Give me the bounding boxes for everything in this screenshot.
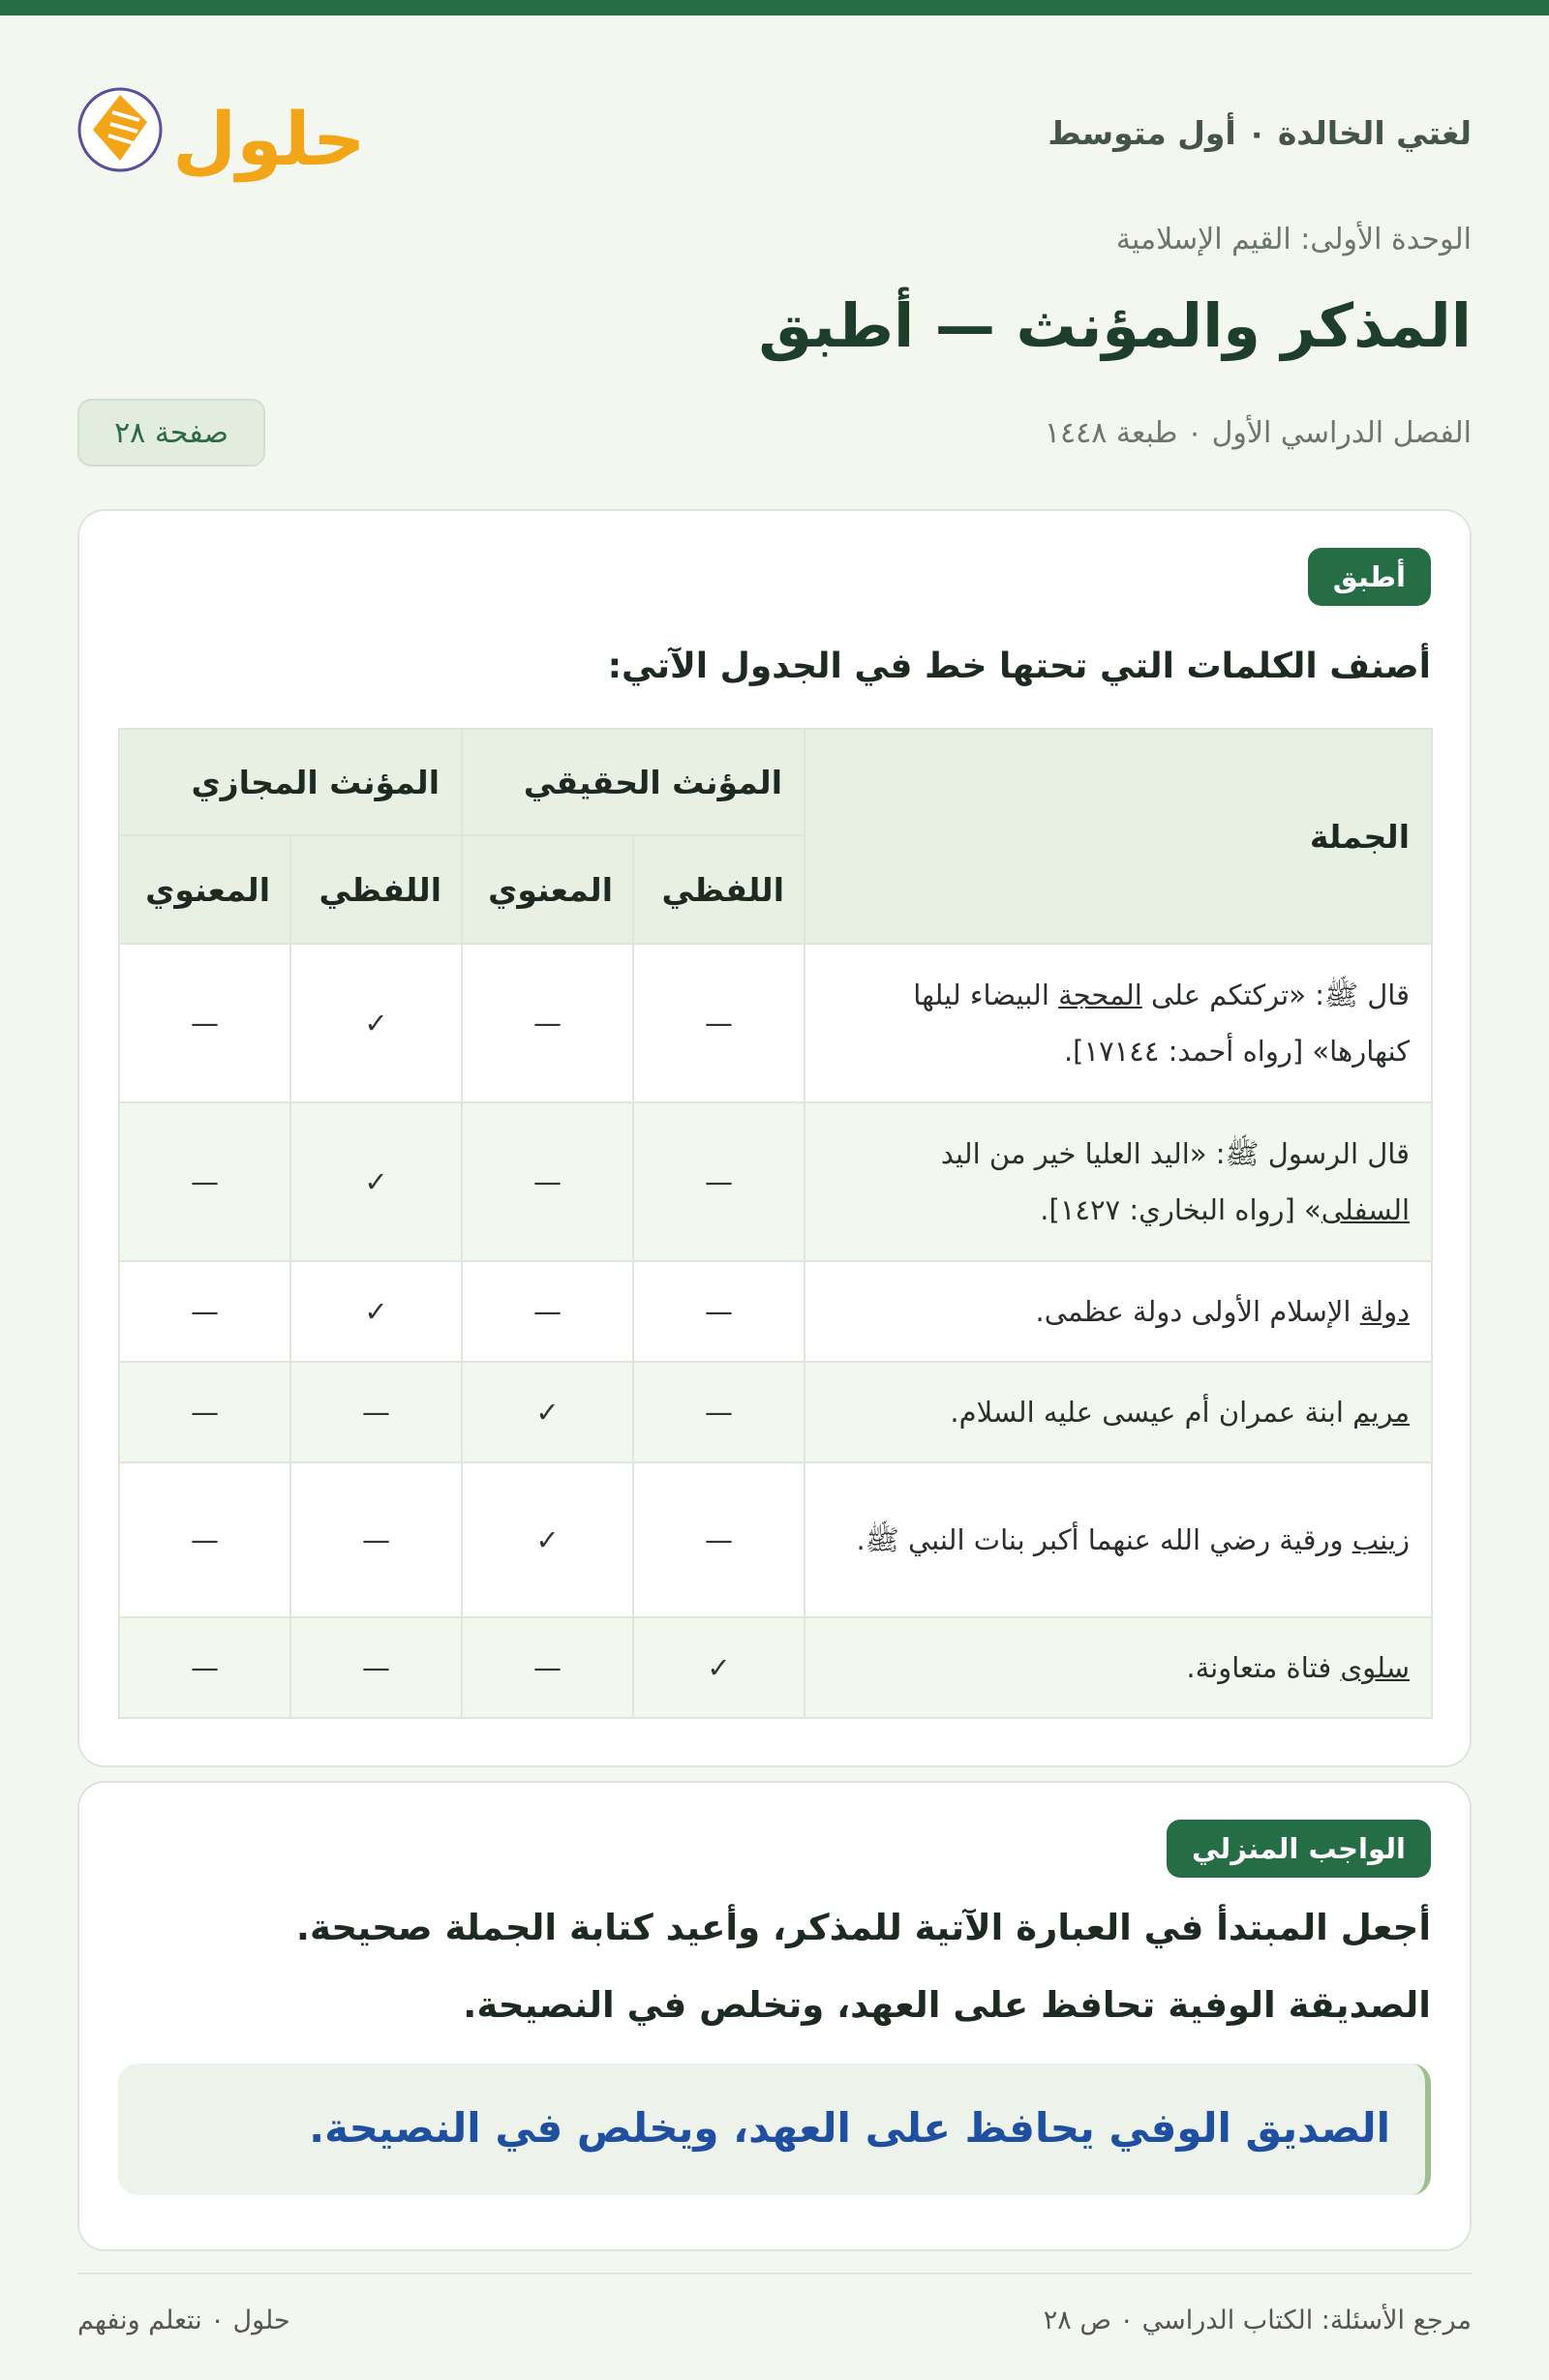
subheader-fig-lafzi: اللفظي [290,835,462,944]
page-header [77,64,1472,199]
apply-section-pill: أطبق [1308,548,1431,606]
mark-cell: — [633,1462,805,1617]
mark-cell: — [290,1617,462,1718]
table-row [119,944,1432,1102]
subheader-real-manawi: المعنوي [462,835,633,944]
table-row [119,1102,1432,1261]
table-row [119,1261,1432,1362]
mark-cell: — [462,944,633,1102]
table-row [119,1617,1432,1718]
unit-label: الوحدة الأولى: القيم الإسلامية [1115,223,1472,256]
underlined-word: زينب [1352,1523,1411,1556]
mark-cell: ✓ [633,1617,805,1718]
top-accent-bar [0,0,1549,15]
answer-box [118,2064,1431,2195]
page-title: المذكر والمؤنث — أطبق [758,290,1472,361]
mark-cell: — [462,1261,633,1362]
mark-cell: — [119,944,290,1102]
mark-cell: ✓ [462,1462,633,1617]
homework-section-pill: الواجب المنزلي [1167,1820,1431,1878]
column-header-sentence: الجملة [805,729,1432,944]
underlined-word: مريم [1352,1396,1411,1429]
svg-text:حلول: حلول [172,96,366,182]
underlined-word: سلوى [1340,1651,1411,1684]
mark-cell: ✓ [462,1362,633,1462]
homework-question: أجعل المبتدأ في العبارة الآتية للمذكر، وأعيد كتابة الجملة صحيحة. [295,1907,1431,1948]
table-row [119,1362,1432,1462]
apply-instruction: أصنف الكلمات التي تحتها خط في الجدول الآتي: [607,647,1431,686]
footer-brand: حلول ٠ نتعلم ونفهم [77,2305,290,2335]
sentence-cell: قال ﷺ: «تركتكم على المحجة البيضاء ليلها كنهارها» [رواه أحمد: ١٧١٤٤]. [805,944,1432,1102]
table-row [119,1462,1432,1617]
page-number-badge: صفحة ٢٨ [77,399,265,467]
mark-cell: — [119,1261,290,1362]
sentence-cell: قال الرسول ﷺ: «اليد العليا خير من اليد السفلى» [رواه البخاري: ١٤٢٧]. [805,1102,1432,1261]
hulul-logo-icon [77,64,368,199]
mark-cell: ✓ [290,1102,462,1261]
subheader-fig-manawi: المعنوي [119,835,290,944]
mark-cell: ✓ [290,944,462,1102]
mark-cell: — [633,1362,805,1462]
mark-cell: — [119,1362,290,1462]
homework-card [77,1781,1472,2251]
mark-cell: ✓ [290,1261,462,1362]
homework-sentence: الصديقة الوفية تحافظ على العهد، وتخلص في النصيحة. [463,1984,1431,2026]
book-title: لغتي الخالدة ٠ أول متوسط [1048,114,1472,152]
mark-cell: — [119,1462,290,1617]
footer-reference: مرجع الأسئلة: الكتاب الدراسي ٠ ص ٢٨ [1043,2305,1472,2335]
worksheet-page [0,15,1549,2380]
mark-cell: — [633,1102,805,1261]
sentence-cell: دولة الإسلام الأولى دولة عظمى. [805,1261,1432,1362]
classification-table [118,728,1433,1719]
homework-answer: الصديق الوفي يحافظ على العهد، ويخلص في النصيحة. [309,2104,1390,2152]
underlined-word: المحجة [1058,979,1142,1011]
mark-cell: — [119,1102,290,1261]
sentence-cell: سلوى فتاة متعاونة. [805,1617,1432,1718]
mark-cell: — [462,1617,633,1718]
underlined-word: السفلى [1321,1193,1411,1226]
group-header-real-feminine: المؤنث الحقيقي [462,729,805,835]
mark-cell: — [633,1261,805,1362]
sentence-cell: زينب ورقية رضي الله عنهما أكبر بنات النبي ﷺ. [805,1462,1432,1617]
term-edition-label: الفصل الدراسي الأول ٠ طبعة ١٤٤٨ [1044,416,1472,450]
mark-cell: — [290,1462,462,1617]
mark-cell: — [119,1617,290,1718]
subheader-real-lafzi: اللفظي [633,835,805,944]
group-header-figurative-feminine: المؤنث المجازي [119,729,462,835]
apply-card [77,509,1472,1767]
footer-divider [77,2273,1472,2275]
mark-cell: — [633,944,805,1102]
mark-cell: — [462,1102,633,1261]
underlined-word: دولة [1359,1295,1411,1328]
mark-cell: — [290,1362,462,1462]
sentence-cell: مريم ابنة عمران أم عيسى عليه السلام. [805,1362,1432,1462]
